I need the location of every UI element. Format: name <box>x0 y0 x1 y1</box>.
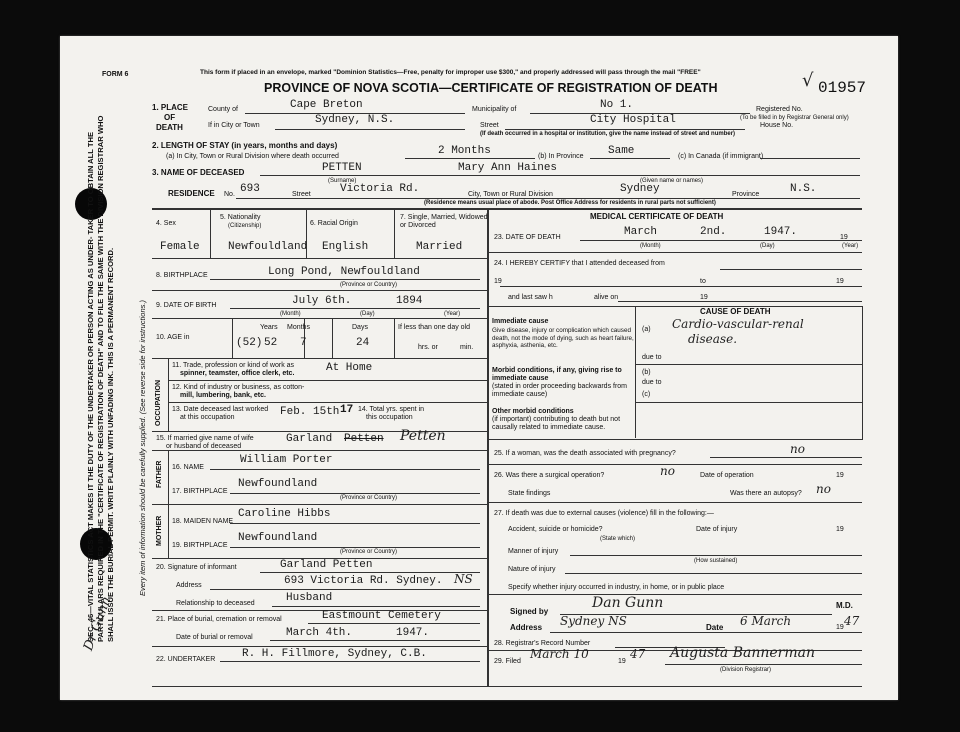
surgery-value: no <box>660 464 675 478</box>
death-month-caption: (Month) <box>640 243 661 249</box>
racial-origin-value: English <box>322 241 369 253</box>
age-years: 52 <box>264 337 278 349</box>
autopsy-value: no <box>816 482 831 496</box>
external-causes-label: 27. If death was due to external causes (violence) fill in the following:— <box>494 510 714 517</box>
last-seen-year-prefix: 19 <box>700 294 708 301</box>
attended-from-label: 24. I HEREBY CERTIFY that I attended deceased from <box>494 260 665 267</box>
stay-province-value: Same <box>608 145 635 157</box>
dob-day-caption: (Day) <box>360 311 375 317</box>
cause-of-death-heading: CAUSE OF DEATH <box>700 307 771 316</box>
stay-city-label: (a) In City, Town or Rural Division where death occurred <box>166 153 339 160</box>
city-label: If in City or Town <box>208 122 260 129</box>
other-morbid-description: (if important) contributing to death but not causally related to immediate cause. <box>492 416 621 431</box>
given-names-caption: (Given name or names) <box>640 178 704 184</box>
operation-date-label: Date of operation <box>700 472 754 479</box>
informant-address-handwritten: NS <box>454 572 473 586</box>
injury-date-label: Date of injury <box>696 526 738 533</box>
occupation-side-label: OCCUPATION <box>155 379 162 426</box>
industry-examples: mill, lumbering, bank, etc. <box>180 392 266 399</box>
mother-birthplace-label: 19. BIRTHPLACE <box>172 542 228 549</box>
length-of-stay-label: 2. LENGTH OF STAY (in years, months and days) <box>152 141 338 150</box>
filed-label: 29. Filed <box>494 658 521 665</box>
municipality-label: Municipality of <box>472 106 517 113</box>
industry-label: 12. Kind of industry or business, as cotton- <box>172 384 305 391</box>
death-year-caption: (Year) <box>842 243 859 249</box>
mother-birthplace: Newfoundland <box>238 532 318 544</box>
pregnancy-value: no <box>790 442 805 456</box>
physician-signature: Dan Gunn <box>592 595 664 611</box>
spouse-value: Garland <box>286 433 333 445</box>
morbid-conditions-label: Morbid conditions, if any, giving rise to immediate cause <box>492 367 622 382</box>
burial-year: 1947. <box>396 627 430 639</box>
physician-address-label: Address <box>510 623 543 632</box>
deceased-given-names: Mary Ann Haines <box>458 162 558 174</box>
age-years-label: Years <box>260 324 278 331</box>
certificate-title: PROVINCE OF NOVA SCOTIA—CERTIFICATE OF REGISTRATION OF DEATH <box>264 81 718 95</box>
age-label: 10. AGE in <box>156 334 190 341</box>
cause-b-label: (b) <box>642 369 651 376</box>
cause-a-handwritten: Cardio-vascular-renal <box>672 317 804 331</box>
birthplace-caption: (Province or Country) <box>340 282 398 288</box>
residence-number: 693 <box>240 183 260 195</box>
age-days: 24 <box>356 337 370 349</box>
cause-c-label: (c) <box>642 391 651 398</box>
residence-city: Sydney <box>620 183 660 195</box>
side-notice-instructions: Every item of information should be carefully supplied. (See reverse side for instructions.) <box>138 300 147 596</box>
death-certificate <box>60 36 898 700</box>
mail-notice: This form if placed in an envelope, marked "Dominion Statistics—Free, penalty for improper use $300," and properly addressed will pass through the mail "FREE" <box>200 69 701 76</box>
burial-place-label: 21. Place of burial, cremation or removal <box>156 616 282 623</box>
death-day-caption: (Day) <box>760 243 775 249</box>
trade-examples: spinner, teamster, office clerk, etc. <box>180 370 295 377</box>
county-value: Cape Breton <box>290 99 363 111</box>
attended-year-prefix: 19 <box>494 278 502 285</box>
physician-address: Sydney NS <box>560 614 627 628</box>
relationship-value: Husband <box>286 592 333 604</box>
mother-birthplace-caption: (Province or Country) <box>340 549 398 555</box>
father-birthplace-caption: (Province or Country) <box>340 495 398 501</box>
age-months-label: Months <box>287 324 310 331</box>
marital-status-label: 7. Single, Married, Widowed or Divorced <box>400 214 488 229</box>
stay-province-label: (b) In Province <box>538 153 584 160</box>
last-worked-label: 13. Date deceased last worked <box>172 406 269 413</box>
signed-by-label: Signed by <box>510 607 549 616</box>
pregnancy-label: 25. If a woman, was the death associated with pregnancy? <box>494 450 676 457</box>
spouse-struck-surname: Petten <box>344 433 384 445</box>
how-sustained-caption: (How sustained) <box>694 558 738 564</box>
form-number: FORM 6 <box>102 71 129 78</box>
mother-maiden-name: Caroline Hibbs <box>238 508 331 520</box>
residence-street-label: Street <box>292 191 311 198</box>
age-days-label: Days <box>352 324 368 331</box>
death-month: March <box>624 226 658 238</box>
place-label-of: OF <box>164 113 176 122</box>
deceased-surname: PETTEN <box>322 162 362 174</box>
operation-year-prefix: 19 <box>836 472 844 479</box>
dob-month-caption: (Month) <box>280 311 301 317</box>
marital-status-value: Married <box>416 241 463 253</box>
undertaker-value: R. H. Fillmore, Sydney, C.B. <box>242 648 427 660</box>
check-mark-icon: √ <box>802 70 814 91</box>
cause-a-handwritten-2: disease. <box>688 332 738 346</box>
medical-certificate-heading: MEDICAL CERTIFICATE OF DEATH <box>590 212 724 221</box>
registrar-record-number-label: 28. Registrar's Record Number <box>494 640 591 647</box>
nationality-label: 5. Nationality <box>220 214 261 221</box>
sex-label: 4. Sex <box>156 220 176 227</box>
dob-year-caption: (Year) <box>444 311 461 317</box>
informant-address-label: Address <box>176 582 202 589</box>
birthplace-value: Long Pond, Newfouldland <box>268 266 420 278</box>
burial-date: March 4th. <box>286 627 353 639</box>
total-years-sub-label: this occupation <box>366 414 413 421</box>
father-name-label: 16. NAME <box>172 464 204 471</box>
informant-address: 693 Victoria Rd. Sydney. <box>284 575 443 587</box>
place-label-death: DEATH <box>156 123 183 132</box>
mother-side-label: MOTHER <box>156 515 163 546</box>
last-seen-label: and last saw h <box>508 294 553 301</box>
residence-label: RESIDENCE <box>168 189 215 198</box>
registered-number-label: Registered No. <box>756 106 803 113</box>
immediate-cause-label: Immediate cause <box>492 318 549 325</box>
minutes-label: min. <box>460 344 474 351</box>
mother-maiden-name-label: 18. MAIDEN NAME <box>172 518 234 525</box>
physician-date: 6 March <box>740 614 792 628</box>
street-label: Street <box>480 122 499 129</box>
nationality-value: Newfouldland <box>228 241 308 253</box>
hours-label: hrs. or <box>418 344 438 351</box>
city-value: Sydney, N.S. <box>315 114 395 126</box>
stay-city-value: 2 Months <box>438 145 491 157</box>
deceased-name-label: 3. NAME OF DECEASED <box>152 168 245 177</box>
spouse-sub-label: or husband of deceased <box>166 443 242 450</box>
spouse-handwritten: Petten <box>400 428 446 444</box>
alive-on-label: alive on <box>594 294 619 301</box>
undertaker-label: 22. UNDERTAKER <box>156 656 216 663</box>
residence-street: Victoria Rd. <box>340 183 420 195</box>
death-year-prefix: 19 <box>840 234 848 241</box>
burial-place: Eastmount Cemetery <box>322 610 441 622</box>
registrar-signature: Augusta Bannerman <box>670 645 815 661</box>
less-than-one-day-label: If less than one day old <box>398 324 470 331</box>
total-years-label: 14. Total yrs. spent in <box>358 406 425 413</box>
physician-date-label: Date <box>706 623 724 632</box>
residence-number-label: No. <box>224 191 235 198</box>
due-to-label-2: due to <box>642 379 662 386</box>
county-label: County of <box>208 106 238 113</box>
side-notice: SEC. 46—VITAL STATISTICS ACT MAKES IT THE DUTY OF THE UNDERTAKER OR PERSON ACTING AS UNDER- TAKER TO OBTAIN ALL THE PARTICULARS REQUIRED IN THE "CERTIFICATE OF REGISTRATION OF DEATH" AND TO FILE THE SAME WITH THE DIVISION REGISTRAR WHO SHALL ISSUE THE BURIAL PERMIT. WRITE PLAINLY WITH UNFADING INK. THIS IS A PERMANENT RECORD. <box>86 115 115 642</box>
father-name: William Porter <box>240 454 333 466</box>
residence-province-label: Province <box>732 191 760 198</box>
morbid-conditions-description: (stated in order proceeding backwards from immediate cause) <box>492 383 628 398</box>
injury-year-prefix: 19 <box>836 526 844 533</box>
attended-to-label: to <box>700 278 706 285</box>
relationship-label: Relationship to deceased <box>176 600 255 607</box>
trade-label: 11. Trade, profession or kind of work as <box>172 362 295 369</box>
stay-canada-label: (c) In Canada (if immigrant) <box>678 153 764 160</box>
date-of-death-label: 23. DATE OF DEATH <box>494 234 561 241</box>
last-worked-value: Feb. 15th <box>280 406 340 418</box>
dob-year: 1894 <box>396 295 423 307</box>
informant-signature: Garland Petten <box>280 559 373 571</box>
house-number-label: House No. <box>760 122 794 129</box>
father-birthplace: Newfoundland <box>238 478 318 490</box>
cause-a-label: (a) <box>642 326 651 333</box>
death-year: 1947. <box>764 226 798 238</box>
physician-year: 47 <box>844 614 860 628</box>
autopsy-label: Was there an autopsy? <box>730 490 802 497</box>
spouse-label: 15. If married give name of wife <box>156 435 254 442</box>
street-value: City Hospital <box>590 114 676 126</box>
total-years-value: 17 <box>340 404 354 416</box>
filed-year: 47 <box>630 647 646 661</box>
municipality-value: No 1. <box>600 99 634 111</box>
attended-to-year-prefix: 19 <box>836 278 844 285</box>
racial-origin-label: 6. Racial Origin <box>310 220 358 227</box>
md-label: M.D. <box>836 601 853 610</box>
state-which-caption: (State which) <box>600 536 636 542</box>
filed-year-prefix: 19 <box>618 658 626 665</box>
dob-label: 9. DATE OF BIRTH <box>156 302 217 309</box>
physician-year-prefix: 19 <box>836 624 844 631</box>
nature-of-injury-label: Nature of injury <box>508 566 556 573</box>
informant-signature-label: 20. Signature of informant <box>156 564 237 571</box>
division-registrar-caption: (Division Registrar) <box>720 667 772 673</box>
father-birthplace-label: 17. BIRTHPLACE <box>172 488 228 495</box>
place-label: 1. PLACE <box>152 103 189 112</box>
residence-city-label: City, Town or Rural Division <box>468 191 553 198</box>
state-findings-label: State findings <box>508 490 551 497</box>
due-to-label-1: due to <box>642 354 662 361</box>
trade-value: At Home <box>326 362 373 374</box>
filed-date: March 10 <box>530 647 589 661</box>
birthplace-label: 8. BIRTHPLACE <box>156 272 208 279</box>
certificate-number: 01957 <box>818 79 867 97</box>
surgery-label: 26. Was there a surgical operation? <box>494 472 605 479</box>
last-worked-sub-label: at this occupation <box>180 414 235 421</box>
surname-caption: (Surname) <box>328 178 357 184</box>
residence-province: N.S. <box>790 183 817 195</box>
registrar-note: (To be filled in by Registrar General only) <box>740 115 849 121</box>
death-day: 2nd. <box>700 226 727 238</box>
other-morbid-label: Other morbid conditions <box>492 408 574 415</box>
residence-note: (Residence means usual place of abode. Post Office Address for residents in rural parts not sufficient) <box>424 200 716 206</box>
hospital-note: (If death occurred in a hospital or institution, give the name instead of street and number) <box>480 131 736 137</box>
immediate-cause-description: Give disease, injury or complication which caused death, not the mode of dying, such as heart failure, asphyxia, asthenia, etc. <box>492 327 634 349</box>
sex-value: Female <box>160 241 200 253</box>
age-months: 7 <box>300 337 307 349</box>
accident-label: Accident, suicide or homicide? <box>508 526 603 533</box>
margin-initials: Dr Gunn <box>81 594 115 653</box>
injury-location-label: Specify whether injury occurred in industry, in home, or in public place <box>508 584 725 591</box>
nationality-sub-label: (Citizenship) <box>228 223 262 229</box>
burial-date-label: Date of burial or removal <box>176 634 253 641</box>
age-years-struck: (52) <box>236 337 263 349</box>
manner-of-injury-label: Manner of injury <box>508 548 559 555</box>
dob-month-day: July 6th. <box>292 295 352 307</box>
father-side-label: FATHER <box>156 460 163 488</box>
